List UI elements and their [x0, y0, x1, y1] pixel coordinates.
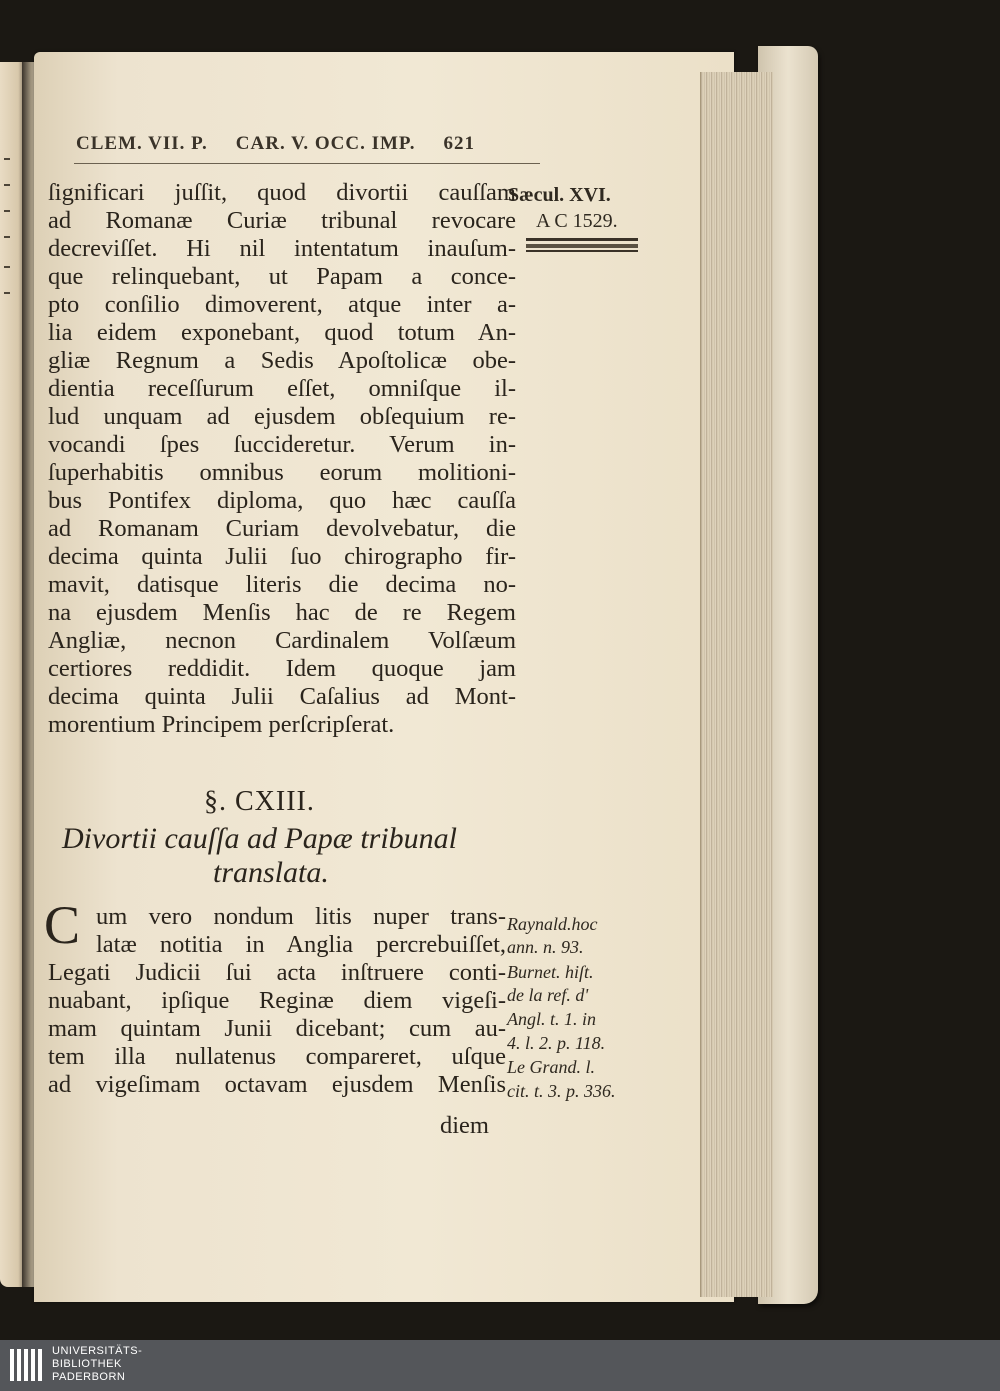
- paragraph-1-line: mavit, datisque literis die decima no-: [48, 571, 516, 598]
- section-number: §. CXIII.: [204, 786, 315, 817]
- paragraph-2-line: ad vigeſimam octavam ejusdem Menſis: [48, 1071, 506, 1098]
- paragraph-1-line: bus Pontifex diploma, quo hæc cauſſa: [48, 487, 516, 514]
- paragraph-1-line: na ejusdem Menſis hac de re Regem: [48, 599, 516, 626]
- paragraph-1-line: que relinquebant, ut Papam a conce-: [48, 263, 516, 290]
- margin-note-year: A C 1529.: [536, 210, 618, 232]
- running-head-left: CLEM. VII. P.: [76, 133, 208, 154]
- paragraph-2-line: mam quintam Junii dicebant; cum au-: [48, 1015, 506, 1042]
- paragraph-1-line: Angliæ, necnon Cardinalem Volſæum: [48, 627, 516, 654]
- page-number: 621: [443, 133, 476, 154]
- library-name-line: UNIVERSITÄTS-: [52, 1345, 143, 1357]
- paragraph-1-line: ad Romanæ Curiæ tribunal revocare: [48, 207, 516, 234]
- paragraph-2-line: tem illa nullatenus compareret, uſque: [48, 1043, 506, 1070]
- paragraph-1-line: gliæ Regnum a Sedis Apoſtolicæ obe-: [48, 347, 516, 374]
- paragraph-1-line: lud unquam ad ejusdem obſequium re-: [48, 403, 516, 430]
- paragraph-1-line: ad Romanam Curiam devolvebatur, die: [48, 515, 516, 542]
- header-rule: [74, 163, 540, 164]
- catchword: diem: [440, 1112, 489, 1139]
- paragraph-1-line: decreviſſet. Hi nil intentatum inauſum-: [48, 235, 516, 262]
- paragraph-1-line: vocandi ſpes ſuccideretur. Verum in-: [48, 431, 516, 458]
- library-name-line: BIBLIOTHEK: [52, 1358, 122, 1370]
- side-reference-line: Le Grand. l.: [507, 1057, 596, 1077]
- side-reference-line: Burnet. hiſt.: [507, 962, 594, 982]
- running-head-middle: CAR. V. OCC. IMP.: [235, 133, 416, 154]
- library-name-line: PADERBORN: [52, 1371, 126, 1383]
- paragraph-2-line: Legati Judicii ſui acta inſtruere conti-: [48, 959, 506, 986]
- running-head: [76, 133, 475, 155]
- section-heading: Divortii cauſſa ad Papæ tribunal: [62, 822, 457, 855]
- margin-note-century: Sæcul. XVI.: [508, 184, 611, 206]
- paragraph-2-line: um vero nondum litis nuper trans-: [96, 903, 506, 930]
- paragraph-1-line: pto conſilio dimoverent, atque inter a-: [48, 291, 516, 318]
- section-heading-continued: translata.: [213, 856, 329, 889]
- paragraph-1-line: dientia receſſurum eſſet, omniſque il-: [48, 375, 516, 402]
- paragraph-1-line: decima quinta Julii ſuo chirographo fir-: [48, 543, 516, 570]
- side-reference-line: cit. t. 3. p. 336.: [507, 1081, 616, 1101]
- library-logo-icon: [8, 1345, 44, 1385]
- paragraph-2-line: nuabant, ipſique Reginæ diem vigeſi-: [48, 987, 506, 1014]
- side-reference-line: 4. l. 2. p. 118.: [507, 1033, 606, 1053]
- side-reference-line: ann. n. 93.: [507, 937, 584, 957]
- drop-cap: C: [44, 895, 81, 955]
- margin-ornament-rule: [526, 238, 638, 252]
- paragraph-1-line: ſuperhabitis omnibus eorum molitioni-: [48, 459, 516, 486]
- paragraph-1-line: lia eidem exponebant, quod totum An-: [48, 319, 516, 346]
- paragraph-1-line: ſignificari juſſit, quod divortii cauſſam: [48, 179, 516, 206]
- paragraph-1-line: morentium Principem perſcripſerat.: [48, 711, 395, 738]
- side-reference-line: Angl. t. 1. in: [507, 1009, 596, 1029]
- paragraph-1-line: certiores reddidit. Idem quoque jam: [48, 655, 516, 682]
- library-footer: [0, 1340, 1000, 1391]
- paragraph-1-line: decima quinta Julii Caſalius ad Mont-: [48, 683, 516, 710]
- paragraph-2-line: latæ notitia in Anglia percrebuiſſet,: [96, 931, 506, 958]
- library-name: [52, 1345, 142, 1384]
- side-reference-line: Raynald.hoc: [507, 914, 598, 934]
- side-reference-line: de la ref. d': [507, 985, 589, 1005]
